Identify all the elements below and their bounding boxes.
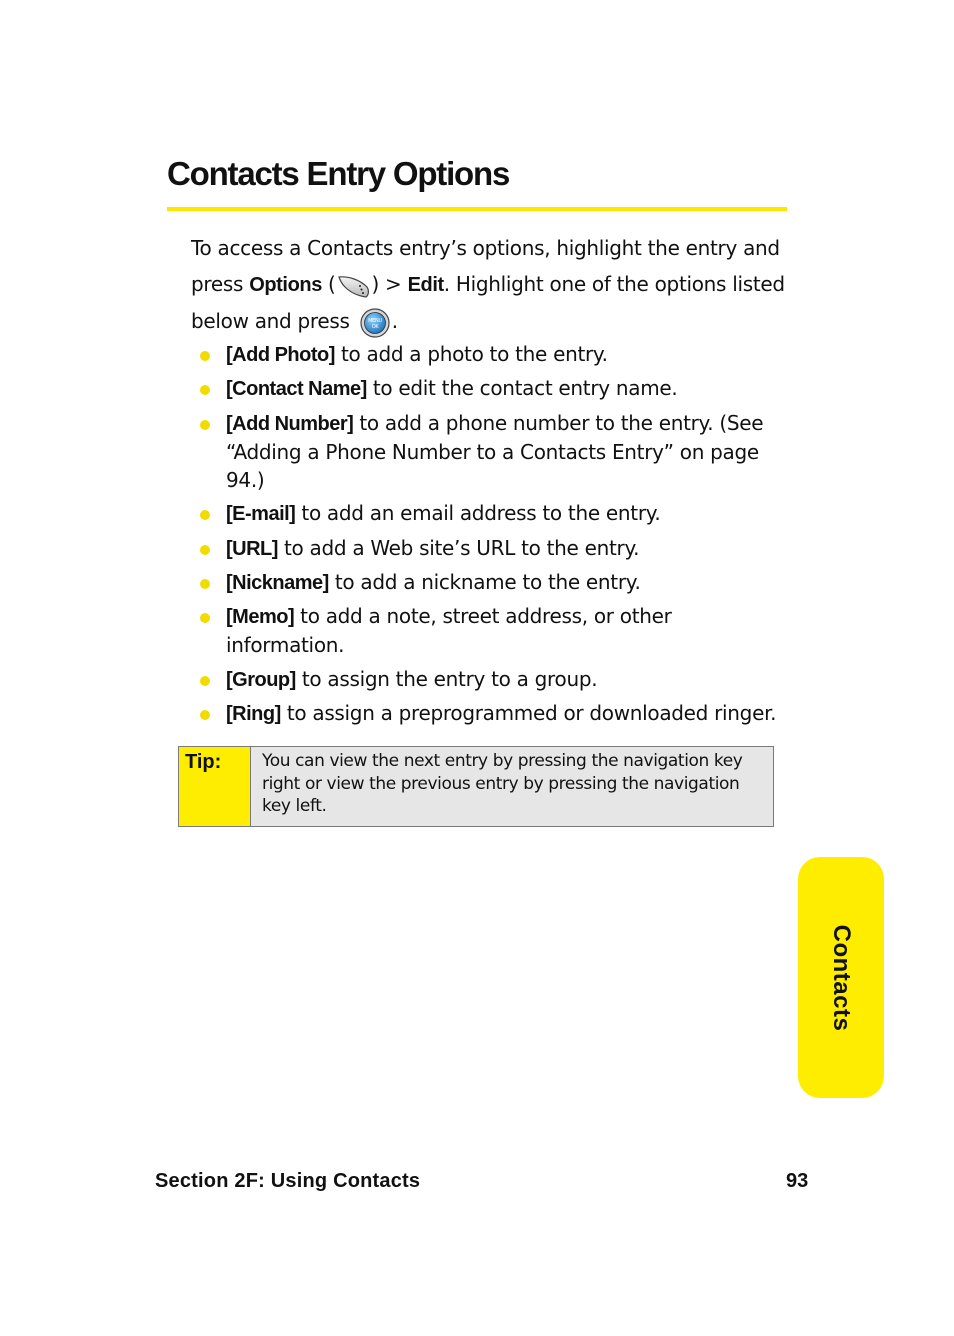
option-text: to add a nickname to the entry. <box>328 569 641 594</box>
page-title: Contacts Entry Options <box>167 155 510 192</box>
option-text: to add a Web site’s URL to the entry. <box>277 535 640 560</box>
bullet-icon <box>200 613 210 623</box>
bullet-icon <box>200 545 210 555</box>
menu-ok-key-icon <box>360 308 390 338</box>
list-item <box>191 374 791 403</box>
softkey-right-icon <box>337 273 371 299</box>
options-label: Options <box>249 274 322 296</box>
bullet-icon <box>200 385 210 395</box>
list-item <box>191 499 791 528</box>
option-text: to add a phone number to the entry. (See “Adding a Phone Number to a Contacts Entry” on page 94.) <box>226 410 764 492</box>
option-label: [E-mail] <box>226 503 296 526</box>
intro-text-2: . Highlight one of the options listed below and press <box>191 272 785 333</box>
intro-end: . <box>391 309 398 333</box>
tip-box <box>178 746 774 827</box>
edit-label: Edit <box>407 274 444 296</box>
tip-label: Tip: <box>179 747 251 826</box>
menu-key-text-bottom: OK <box>371 323 378 330</box>
option-text: to add a photo to the entry. <box>334 342 608 366</box>
list-item <box>191 409 791 494</box>
options-list <box>191 340 791 734</box>
list-item <box>191 568 791 597</box>
bullet-icon <box>200 510 210 520</box>
bullet-icon <box>200 710 210 720</box>
list-item <box>191 665 791 694</box>
intro-paragraph <box>191 230 791 339</box>
option-text: to assign the entry to a group. <box>295 666 598 691</box>
option-text: to add an email address to the entry. <box>295 501 661 526</box>
option-text: to assign a preprogrammed or downloaded ringer. <box>280 701 777 726</box>
bullet-icon <box>200 676 210 686</box>
section-side-tab <box>798 857 884 1098</box>
option-text: to add a note, street address, or other information. <box>226 604 672 658</box>
option-label: [Ring] <box>226 703 281 726</box>
option-label: [Memo] <box>226 606 295 629</box>
list-item <box>191 340 791 369</box>
menu-key-text-top: MENU <box>367 317 382 324</box>
option-label: [Add Number] <box>226 412 354 435</box>
bullet-icon <box>200 420 210 430</box>
footer-page-number: 93 <box>786 1170 809 1192</box>
paren-close: ) > <box>371 272 408 296</box>
list-item <box>191 602 791 659</box>
option-text: to edit the contact entry name. <box>366 376 678 401</box>
list-item <box>191 534 791 563</box>
list-item <box>191 699 791 728</box>
title-underline <box>167 207 787 211</box>
intro-text-1: To access a Contacts entry’s options, highlight the entry and press <box>191 236 780 296</box>
bullet-icon <box>200 351 210 361</box>
option-label: [Nickname] <box>226 571 329 594</box>
tip-text: You can view the next entry by pressing the navigation key right or view the previous entry by pressing the navigation key left. <box>251 747 773 826</box>
option-label: [Group] <box>226 668 296 691</box>
option-label: [Contact Name] <box>226 378 367 401</box>
side-tab-label: Contacts <box>828 924 855 1031</box>
option-label: [URL] <box>226 537 278 560</box>
footer-section-title: Section 2F: Using Contacts <box>155 1170 421 1192</box>
bullet-icon <box>200 579 210 589</box>
option-label: [Add Photo] <box>226 344 335 366</box>
paren-open: ( <box>321 272 336 296</box>
